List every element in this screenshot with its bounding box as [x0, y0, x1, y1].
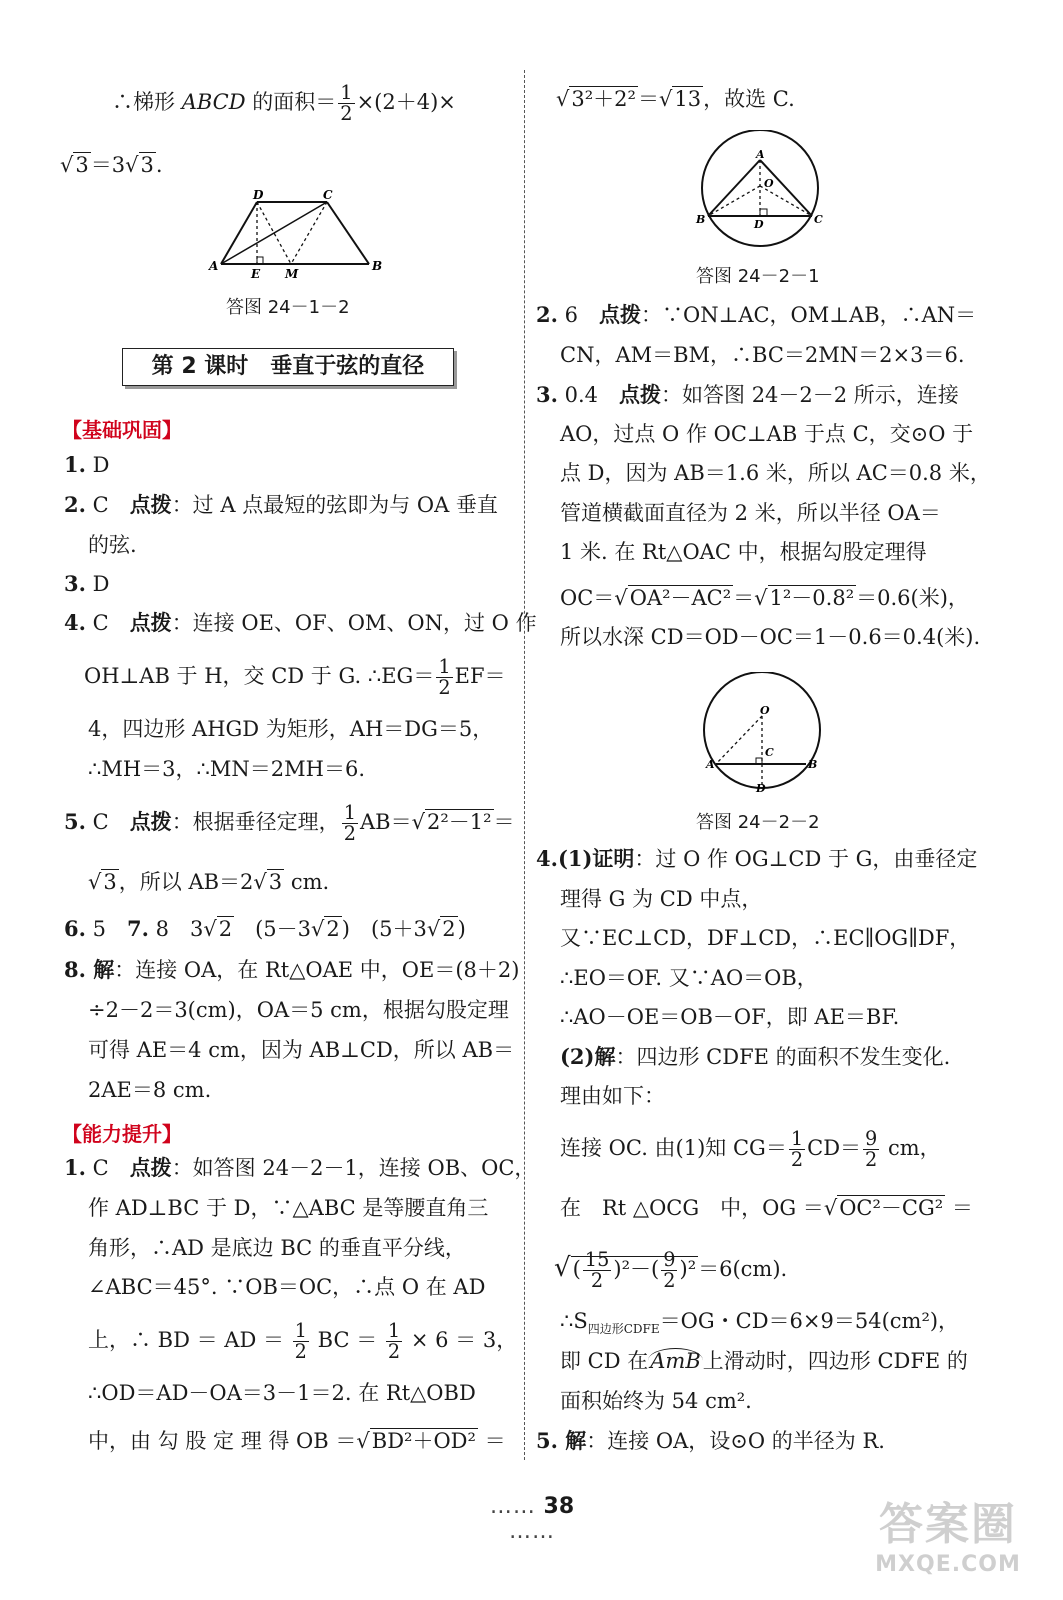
fraction: $\frac{1}{2}$	[438, 654, 451, 699]
fraction: $\frac{9}{2}$	[865, 1126, 878, 1171]
sqrt: √3	[125, 153, 154, 177]
circle-figure-1	[690, 130, 830, 250]
sqrt: √3	[253, 870, 283, 894]
lesson-title: 第 2 课时 垂直于弦的直径	[122, 348, 454, 386]
svg-text:B: B	[808, 758, 818, 771]
sqrt: √3	[60, 153, 89, 177]
page-number: …… 38 ……	[489, 1494, 575, 1544]
svg-text:B: B	[372, 259, 383, 273]
fraction: $\frac{9}{2}$	[663, 1247, 676, 1292]
svg-text:C: C	[323, 190, 333, 202]
right-continued-line: √3²＋2²＝√13，故选 C.	[556, 87, 795, 111]
fraction: $\frac{1}{2}$	[343, 800, 356, 845]
fraction: $\frac{1}{2}$	[790, 1126, 804, 1171]
figure-caption: 答图 24－1－2	[226, 297, 350, 318]
svg-text:D: D	[754, 218, 764, 231]
fraction: $\frac{1}{2}$	[387, 1318, 401, 1363]
svg-text:E: E	[251, 267, 261, 280]
svg-text:A: A	[209, 259, 219, 273]
svg-text:A: A	[706, 758, 715, 771]
svg-text:C: C	[814, 213, 823, 226]
advanced-answer-4: 4.(1)证明：过 O 作 OG⊥CD 于 G，由垂径定	[536, 846, 978, 871]
svg-text:D: D	[756, 782, 766, 795]
answer-2: 2. C 点拨：过 A 点最短的弦即为与 OA 垂直	[64, 492, 498, 517]
answer-4: 4. C 点拨：连接 OE、OF、OM、ON，过 O 作	[64, 610, 537, 635]
advanced-answer-1: 1. C 点拨：如答图 24－2－1，连接 OB、OC，	[64, 1155, 536, 1180]
svg-text:C: C	[765, 746, 774, 759]
svg-text:O: O	[760, 704, 770, 717]
column-divider	[524, 70, 525, 1460]
advanced-answer-3: 3. 0.4 点拨：如答图 24－2－2 所示，连接	[536, 382, 959, 407]
watermark-logo: 答案圈 MXQE.COM	[875, 1499, 1021, 1577]
fraction: $\frac{1}{2}$	[294, 1318, 307, 1363]
answer-1: 1. D	[64, 452, 110, 477]
sqrt: √3	[88, 870, 117, 894]
advanced-answer-5: 5. 解：连接 OA，设⊙O 的半径为 R.	[536, 1428, 885, 1453]
svg-text:D: D	[253, 190, 264, 202]
trapezoid-figure	[205, 190, 385, 280]
answer-8: 8. 解：连接 OA，在 Rt△OAE 中，OE＝(8＋2)	[64, 957, 520, 982]
trapezoid-area-line: ∴梯形 ABCD 的面积＝ $\frac{1}{2}$ ×(2＋4)×	[112, 80, 456, 125]
fraction: $\frac{1}{2}$	[340, 80, 353, 125]
circle-figure-2	[696, 672, 826, 796]
figure-caption: 答图 24－2－1	[696, 266, 820, 287]
sqrt: √BD²＋OD²	[356, 1429, 476, 1453]
section-basic: 【基础巩固】	[62, 418, 182, 442]
svg-text:A: A	[756, 148, 765, 161]
svg-text:M: M	[285, 267, 299, 280]
section-advanced: 【能力提升】	[62, 1122, 182, 1146]
figure-caption: 答图 24－2－2	[696, 812, 820, 833]
answer-3: 3. D	[64, 571, 110, 596]
svg-text:B: B	[696, 213, 706, 226]
trapezoid-area-result: √3＝3√3.	[60, 153, 163, 177]
fraction: $\frac{15}{2}$	[584, 1247, 610, 1292]
answer-5: 5. C 点拨：根据垂径定理， $\frac{1}{2}$ AB＝√2²－1²＝	[64, 800, 515, 845]
answer-6-7: 6. 5 7. 8 3√2 (5－3√2) (5＋3√2)	[64, 916, 466, 941]
advanced-answer-2: 2. 6 点拨：∵ON⊥AC，OM⊥AB，∴AN＝	[536, 302, 977, 327]
sqrt: √2²－1²	[411, 810, 492, 834]
svg-text:O: O	[764, 177, 774, 190]
